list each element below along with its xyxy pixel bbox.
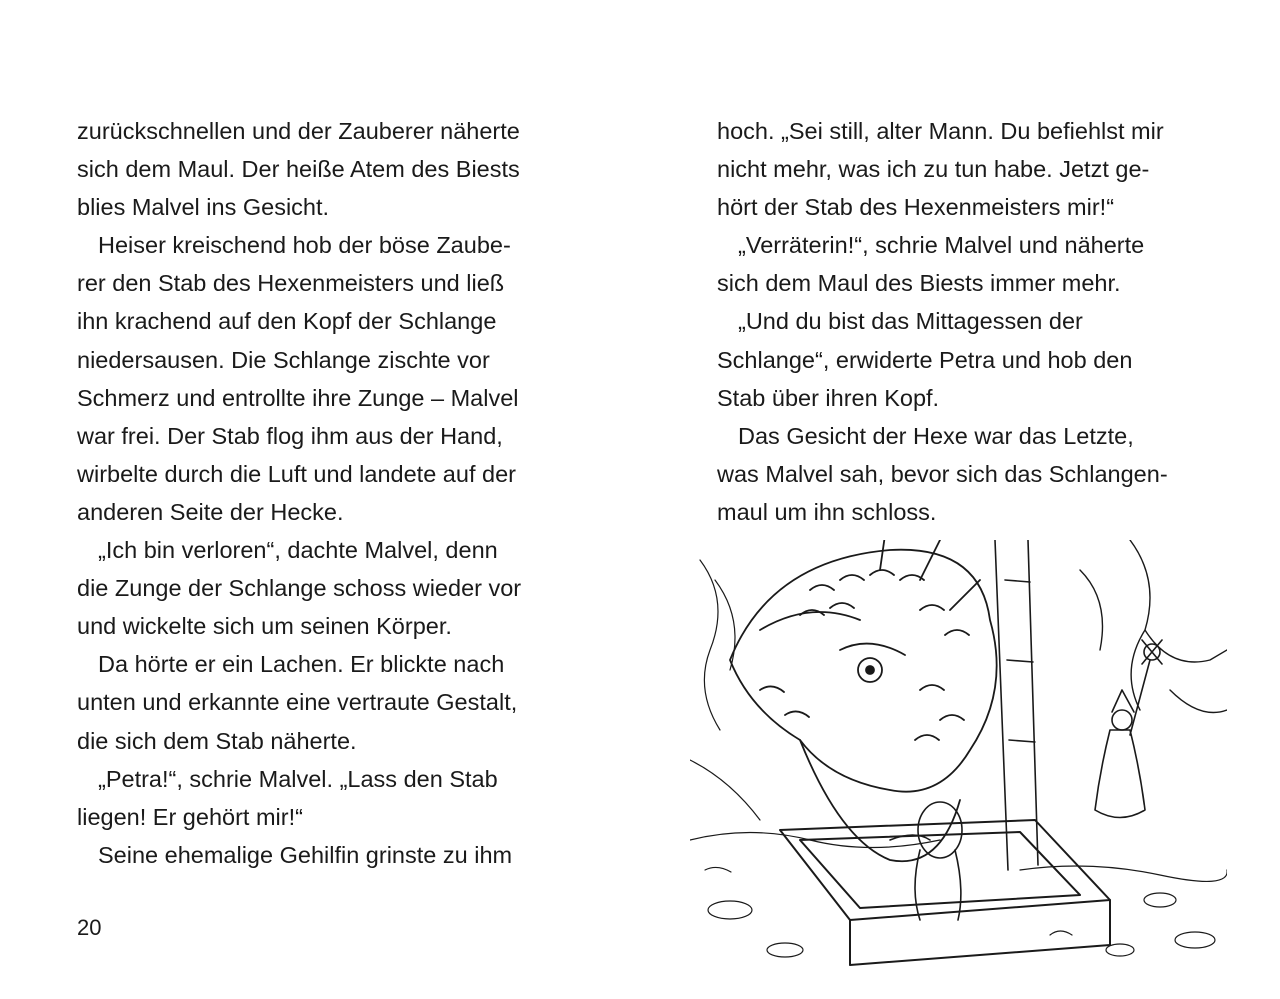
paragraph	[77, 760, 577, 836]
ground-rocks	[690, 833, 1227, 958]
paragraph	[77, 836, 577, 874]
text-line: sich dem Maul des Biests immer mehr.	[717, 270, 1121, 297]
text-line: ihn krachend auf den Kopf der Schlange	[77, 308, 497, 335]
serpent-illustration	[690, 540, 1227, 970]
text-line: Heiser kreischend hob der böse Zaube-	[98, 232, 511, 259]
text-line: Stab über ihren Kopf.	[717, 384, 940, 411]
text-line: „Und du bist das Mittagessen der	[738, 308, 1083, 335]
text-line: Seine ehemalige Gehilfin grinste zu ihm	[98, 841, 513, 868]
text-line: war frei. Der Stab flog ihm aus der Hand,	[77, 422, 503, 449]
paragraph	[77, 645, 577, 759]
text-line: Da hörte er ein Lachen. Er blickte nach	[98, 651, 505, 678]
text-line: rer den Stab des Hexenmeisters und ließ	[77, 270, 505, 297]
text-line: die Zunge der Schlange schoss wieder vor	[77, 575, 522, 602]
text-line: sich dem Maul. Der heiße Atem des Biests	[77, 156, 520, 183]
text-line: die sich dem Stab näherte.	[77, 727, 357, 754]
right-page-text	[717, 112, 1217, 531]
text-line: Das Gesicht der Hexe war das Letzte,	[738, 422, 1134, 449]
text-line: wirbelte durch die Luft und landete auf der	[77, 460, 516, 487]
left-page-text	[77, 112, 577, 874]
paragraph	[77, 531, 577, 645]
text-line: liegen! Er gehört mir!“	[77, 803, 303, 830]
paragraph	[717, 112, 1217, 226]
text-line: hoch. „Sei still, alter Mann. Du befiehlst mir	[717, 118, 1164, 144]
paragraph	[717, 226, 1217, 302]
text-line: hört der Stab des Hexenmeisters mir!“	[717, 194, 1115, 221]
serpent-drawing	[690, 540, 1227, 970]
stone-box	[780, 820, 1110, 965]
text-line: blies Malvel ins Gesicht.	[77, 194, 330, 221]
text-line: Schmerz und entrollte ihre Zunge – Malvel	[77, 384, 519, 411]
text-line: nicht mehr, was ich zu tun habe. Jetzt ge-	[717, 156, 1150, 183]
text-line: zurückschnellen und der Zauberer näherte	[77, 118, 520, 144]
text-line: was Malvel sah, bevor sich das Schlangen-	[717, 460, 1168, 487]
text-line: unten und erkannte eine vertraute Gestalt,	[77, 689, 518, 716]
text-line: „Ich bin verloren“, dachte Malvel, denn	[98, 537, 498, 564]
paragraph	[717, 417, 1217, 531]
petra-figure	[1095, 640, 1162, 818]
text-line: maul um ihn schloss.	[717, 498, 937, 525]
page-number: 20	[77, 915, 102, 940]
text-line: „Verräterin!“, schrie Malvel und näherte	[738, 232, 1145, 259]
paragraph	[717, 302, 1217, 416]
text-line: und wickelte sich um seinen Körper.	[77, 613, 452, 640]
rock-wall	[1080, 540, 1227, 713]
paragraph	[77, 226, 577, 531]
text-line: „Petra!“, schrie Malvel. „Lass den Stab	[98, 765, 498, 792]
magic-swirls	[690, 560, 760, 820]
paragraph	[77, 112, 577, 226]
text-line: anderen Seite der Hecke.	[77, 498, 344, 525]
text-line: niedersausen. Die Schlange zischte vor	[77, 346, 490, 373]
text-line: Schlange“, erwiderte Petra und hob den	[717, 346, 1133, 373]
